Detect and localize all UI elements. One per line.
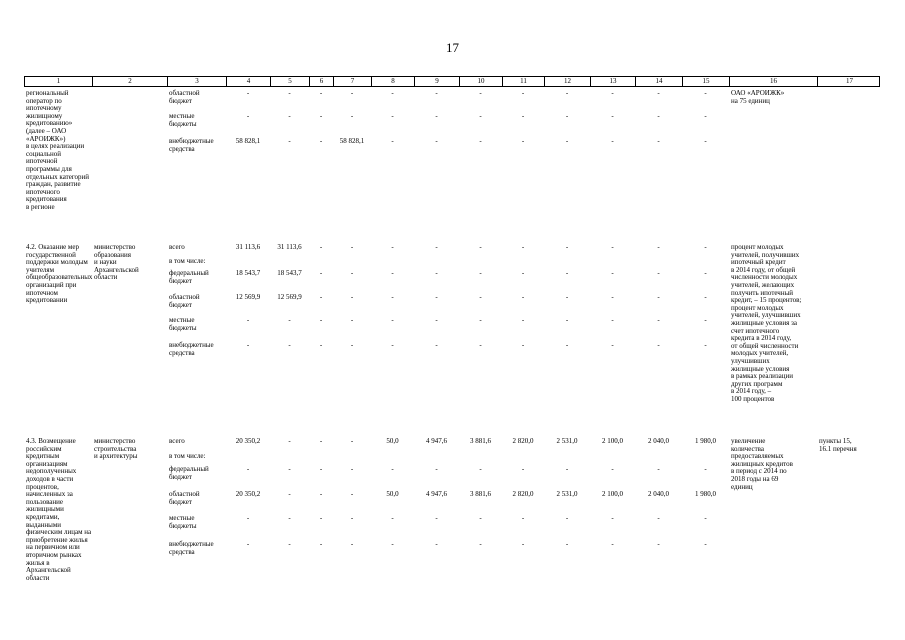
funding-value: - [391,465,394,473]
funding-value: 12 569,9 [235,293,261,301]
funding-value: - [350,437,354,445]
funding-value: - [288,465,291,473]
target-indicators: ОАО «АРОИЖК» на 75 единиц [731,89,785,105]
header-col-11: 11 [503,77,545,86]
funding-value: 31 113,6 [235,243,261,251]
funding-value: - [435,514,438,522]
funding-value: - [246,112,250,120]
funding-value: - [521,465,525,473]
funding-value: - [565,540,569,548]
funding-value: - [704,293,707,301]
funding-value: - [704,269,707,277]
plan-reference: пункты 15, 16.1 перечня [819,437,857,453]
funding-value: 4 947,6 [426,490,447,498]
funding-value: - [479,89,482,97]
funding-value: - [246,316,250,324]
funding-value: 1 980,0 [695,490,716,498]
funding-value: - [319,437,323,445]
funding-value: - [521,316,525,324]
funding-value: - [288,316,291,324]
funding-value: - [479,465,482,473]
funding-value: 3 881,6 [470,437,491,445]
responsible-executor: министерство образования и науки Архангельской области [94,243,139,282]
funding-value: - [435,316,438,324]
funding-value: - [350,341,354,349]
header-col-16: 16 [730,77,818,86]
funding-value: - [565,293,569,301]
funding-value: - [479,293,482,301]
header-col-2: 2 [93,77,168,86]
funding-value: - [288,490,291,498]
header-col-9: 9 [415,77,460,86]
funding-value: 2 820,0 [512,490,534,498]
header-col-5: 5 [271,77,310,86]
funding-value: - [435,465,438,473]
funding-value: - [479,269,482,277]
funding-value: - [657,540,660,548]
funding-value: 3 881,6 [470,490,491,498]
funding-value: - [319,112,323,120]
header-col-15: 15 [683,77,730,86]
funding-value: - [288,341,291,349]
activity-description: региональный оператор по ипотечному жилищному кредитованию» (далее – ОАО «АРОИЖК») в целях реализации социальной ипотечной программы для отдельных категорий граждан, развитие ипотечного кредитования в регионе [26,89,90,211]
funding-value: 2 531,0 [556,490,578,498]
funding-value: - [288,112,291,120]
funding-value: - [657,89,660,97]
funding-value: - [565,89,569,97]
funding-value: - [319,490,323,498]
funding-value: - [319,293,323,301]
funding-value: - [391,243,394,251]
funding-value: - [391,293,394,301]
responsible-executor: министерство строительства и архитектуры [94,437,138,461]
funding-value: - [479,243,482,251]
activity-description: 4.3. Возмещение российским кредитным организациям недополученных доходов в части процентов, начисленных за пользование жилищными кредитами, выданными физическим лицам на приобретение жилья на первичном или вторичном рынках жилья в Архангельской области [26,437,92,582]
funding-source: внебюджетные средства [169,341,214,357]
funding-value: - [350,293,354,301]
program-table [24,76,880,606]
funding-value: - [479,137,482,145]
page-number: 17 [446,40,459,55]
funding-value: - [611,316,614,324]
funding-value: - [350,243,354,251]
funding-value: - [565,269,569,277]
funding-source: внебюджетные средства [169,540,214,556]
funding-value: - [521,243,525,251]
funding-value: - [246,514,250,522]
header-col-8: 8 [372,77,415,86]
funding-value: 2 820,0 [512,437,534,445]
funding-value: - [565,243,569,251]
funding-value: - [521,89,525,97]
funding-value: - [435,341,438,349]
funding-value: - [565,137,569,145]
funding-source: местные бюджеты [169,316,197,332]
funding-source: внебюджетные средства [169,137,214,153]
funding-value: 31 113,6 [277,243,302,251]
header-col-17: 17 [846,77,853,85]
funding-value: - [319,89,323,97]
funding-value: 18 543,7 [235,269,261,277]
funding-value: - [350,514,354,522]
funding-value: - [350,269,354,277]
funding-value: - [704,341,707,349]
funding-value: - [435,269,438,277]
header-col-6: 6 [310,77,334,86]
funding-value: - [611,465,614,473]
funding-value: - [704,465,707,473]
funding-value: - [657,243,660,251]
funding-value: - [657,316,660,324]
funding-value: - [435,137,438,145]
funding-value: - [704,137,707,145]
funding-value: 18 543,7 [277,269,302,277]
funding-value: - [479,514,482,522]
funding-value: 58 828,1 [235,137,261,145]
funding-value: 2 100,0 [602,490,623,498]
funding-value: - [521,341,525,349]
funding-value: - [391,341,394,349]
header-col-3: 3 [168,77,227,86]
funding-value: - [319,269,323,277]
funding-value: - [246,540,250,548]
target-indicators: увеличение количества предоставляемых жилищных кредитов в период с 2014 по 2018 годы на 69 единиц [731,437,793,491]
funding-value: - [657,269,660,277]
funding-value: - [350,89,354,97]
funding-value: - [521,514,525,522]
table-header-row [24,76,880,87]
funding-value: - [391,540,394,548]
funding-value: - [657,465,660,473]
funding-value: - [288,514,291,522]
funding-value: 1 980,0 [695,437,716,445]
funding-value: 58 828,1 [339,137,365,145]
funding-value: - [611,293,614,301]
funding-source: областной бюджет [169,490,200,506]
funding-value: - [611,137,614,145]
funding-value: - [704,112,707,120]
funding-source: всего [169,243,185,251]
funding-value: - [246,341,250,349]
funding-source: областной бюджет [169,293,200,309]
funding-source: федеральный бюджет [169,465,209,481]
funding-value: - [319,540,323,548]
funding-value: - [704,540,707,548]
funding-value: - [479,316,482,324]
target-indicators: процент молодых учителей, получивших ипотечный кредит в 2014 году, от общей численности молодых учителей, желающих получить ипотечный кредит, – 15 процентов; процент молодых учителей, улучшивших жилищные условия за счет ипотечного кредита в 2014 году, от общей численности молодых учителей, улучшивших жилищные условия в рамках реализации других программ в 2014 году, – 100 процентов [731,243,802,403]
funding-value: - [657,341,660,349]
funding-value: 50,0 [386,437,399,445]
funding-value: - [350,112,354,120]
funding-value: - [704,243,707,251]
funding-source: в том числе: [169,452,206,460]
funding-value: - [391,89,394,97]
funding-value: 2 100,0 [602,437,623,445]
funding-value: - [288,540,291,548]
funding-value: 12 569,9 [277,293,302,301]
funding-value: - [319,316,323,324]
funding-value: - [391,269,394,277]
funding-value: - [657,112,660,120]
funding-value: - [350,316,354,324]
funding-value: - [565,112,569,120]
funding-value: 4 947,6 [426,437,447,445]
funding-value: - [657,137,660,145]
funding-value: 20 350,2 [235,437,261,445]
funding-value: - [521,137,525,145]
funding-value: - [319,137,323,145]
header-col-1: 1 [25,77,93,86]
funding-value: - [704,89,707,97]
funding-value: - [657,293,660,301]
funding-source: в том числе: [169,257,206,265]
funding-value: - [435,112,438,120]
funding-value: - [319,243,323,251]
funding-value: - [565,341,569,349]
funding-value: - [288,137,291,145]
funding-value: - [611,514,614,522]
funding-value: - [611,243,614,251]
funding-value: - [391,316,394,324]
funding-value: - [435,89,438,97]
funding-value: - [565,465,569,473]
funding-value: - [435,243,438,251]
header-col-7: 7 [334,77,372,86]
funding-value: - [246,465,250,473]
funding-value: - [319,514,323,522]
funding-value: - [521,540,525,548]
funding-value: - [391,112,394,120]
header-col-12: 12 [545,77,591,86]
funding-value: 2 040,0 [648,437,669,445]
funding-value: - [350,465,354,473]
funding-value: - [391,137,394,145]
funding-value: - [611,89,614,97]
funding-value: - [319,465,323,473]
funding-value: - [704,316,707,324]
funding-value: - [521,112,525,120]
funding-source: местные бюджеты [169,514,197,530]
funding-value: - [657,514,660,522]
funding-value: - [435,540,438,548]
funding-value: - [611,269,614,277]
funding-value: - [611,112,614,120]
funding-source: всего [169,437,185,445]
funding-value: - [521,293,525,301]
funding-value: - [288,437,291,445]
funding-value: 2 531,0 [556,437,578,445]
funding-value: - [391,514,394,522]
funding-value: - [565,316,569,324]
funding-value: - [350,490,354,498]
funding-value: - [288,89,291,97]
header-col-14: 14 [636,77,683,86]
funding-value: - [246,89,250,97]
funding-value: 2 040,0 [648,490,669,498]
funding-source: местные бюджеты [169,112,197,128]
funding-value: - [435,293,438,301]
funding-value: 20 350,2 [235,490,261,498]
funding-value: 50,0 [386,490,399,498]
header-col-4: 4 [227,77,271,86]
funding-value: - [565,514,569,522]
activity-description: 4.2. Оказание мер государственной поддержки молодым учителям общеобразовательных организаций при ипотечном кредитовании [26,243,93,305]
funding-value: - [319,341,323,349]
funding-value: - [479,540,482,548]
funding-value: - [521,269,525,277]
funding-value: - [611,540,614,548]
funding-value: - [479,341,482,349]
funding-source: областной бюджет [169,89,200,105]
funding-value: - [611,341,614,349]
header-col-13: 13 [591,77,636,86]
funding-source: федеральный бюджет [169,269,209,285]
funding-value: - [479,112,482,120]
funding-value: - [704,514,707,522]
funding-value: - [350,540,354,548]
header-col-10: 10 [460,77,503,86]
